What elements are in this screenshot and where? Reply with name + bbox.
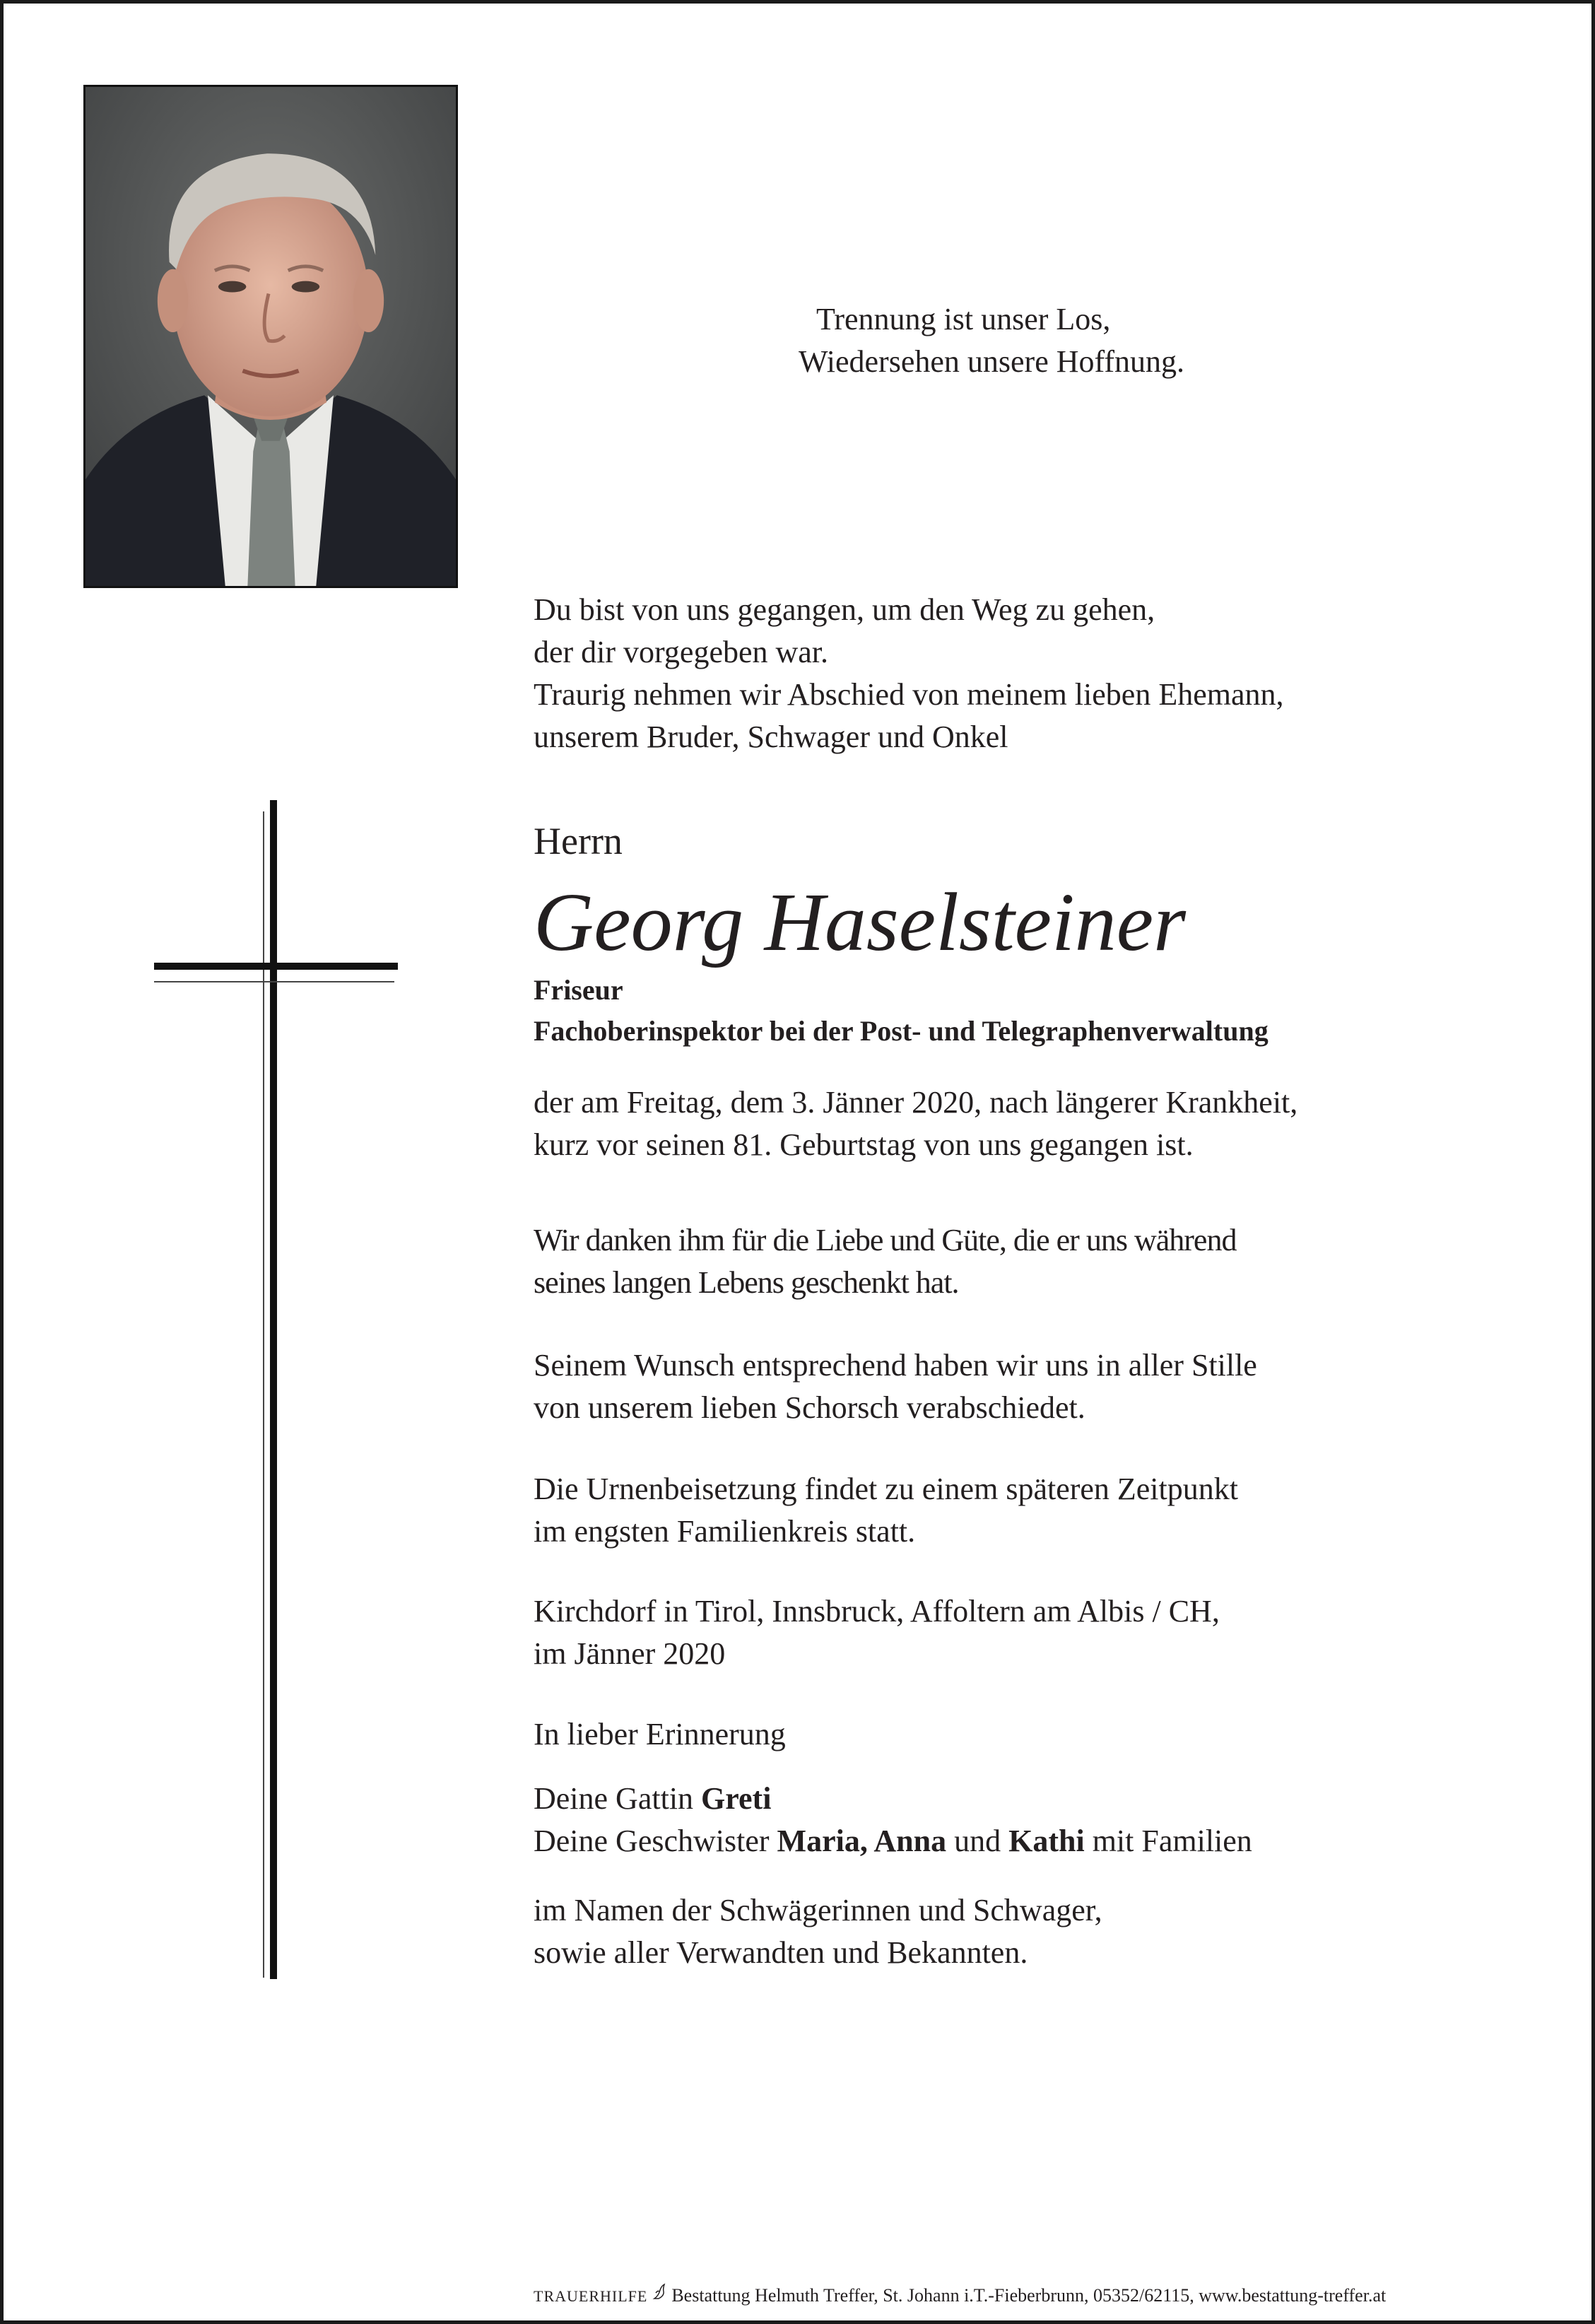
urn-line-2: im engsten Familienkreis statt. [534, 1514, 916, 1549]
cross-vertical-shadow-line [263, 811, 264, 1978]
thanks-line-2: seines langen Lebens geschenkt hat. [534, 1265, 959, 1300]
cross-vertical-bar [270, 800, 277, 1979]
wish-line-2: von unserem lieben Schorsch verabschiedet. [534, 1390, 1085, 1425]
date-line: im Jänner 2020 [534, 1636, 726, 1671]
thanks-paragraph [534, 1219, 1523, 1304]
deceased-titles [534, 970, 1523, 1052]
urn-line-1: Die Urnenbeisetzung findet zu einem späteren Zeitpunkt [534, 1472, 1238, 1506]
wife-line [534, 1778, 1523, 1820]
cross-horizontal-shadow-line [154, 981, 394, 982]
footer-brand: TRAUERHILFE [534, 2287, 648, 2305]
intro-text [534, 589, 1523, 758]
motto-line-1: Trennung ist unser Los, [816, 302, 1111, 336]
footer [534, 2283, 1565, 2308]
portrait-photo [83, 85, 458, 588]
footer-text: Bestattung Helmuth Treffer, St. Johann i.T.-Fieberbrunn, 05352/62115, www.bestattung-treffer.at [671, 2285, 1387, 2306]
relatives-paragraph [534, 1889, 1523, 1974]
and-word: und [954, 1824, 1001, 1858]
cross-horizontal-bar [154, 963, 398, 970]
intro-line-1: Du bist von uns gegangen, um den Weg zu gehen, [534, 592, 1155, 627]
title-position: Fachoberinspektor bei der Post- und Telegraphenverwaltung [534, 1015, 1269, 1047]
dove-icon [652, 2283, 667, 2308]
wife-prefix: Deine Gattin [534, 1781, 694, 1816]
sibling-name-kathi: Kathi [1008, 1824, 1085, 1858]
relatives-line-1: im Namen der Schwägerinnen und Schwager, [534, 1893, 1102, 1927]
death-notice-paragraph [534, 1081, 1523, 1166]
thanks-line-1: Wir danken ihm für die Liebe und Güte, die er uns während [534, 1223, 1237, 1257]
place-line: Kirchdorf in Tirol, Innsbruck, Affoltern am Albis / CH, [534, 1594, 1220, 1628]
sibling-names: Maria, Anna [777, 1824, 947, 1858]
death-line-2: kurz vor seinen 81. Geburtstag von uns gegangen ist. [534, 1127, 1194, 1162]
intro-line-2: der dir vorgegeben war. [534, 635, 829, 669]
memory-line: In lieber Erinnerung [534, 1717, 786, 1751]
death-line-1: der am Freitag, dem 3. Jänner 2020, nach längerer Krankheit, [534, 1085, 1298, 1120]
relatives-line-2: sowie aller Verwandten und Bekannten. [534, 1935, 1028, 1970]
intro-line-4: unserem Bruder, Schwager und Onkel [534, 720, 1008, 754]
salutation: Herrn [534, 820, 623, 862]
title-occupation: Friseur [534, 974, 623, 1006]
motto [799, 298, 1184, 383]
wish-paragraph [534, 1344, 1523, 1429]
siblings-line [534, 1820, 1523, 1862]
siblings-suffix: mit Familien [1092, 1824, 1252, 1858]
deceased-name: Georg Haselsteiner [534, 876, 1187, 968]
siblings-prefix: Deine Geschwister [534, 1824, 770, 1858]
urn-paragraph [534, 1468, 1523, 1553]
mourners-list [534, 1778, 1523, 1862]
wish-line-1: Seinem Wunsch entsprechend haben wir uns in aller Stille [534, 1348, 1257, 1383]
motto-line-2: Wiedersehen unsere Hoffnung. [799, 344, 1185, 379]
place-date-paragraph [534, 1590, 1523, 1675]
intro-line-3: Traurig nehmen wir Abschied von meinem lieben Ehemann, [534, 677, 1284, 712]
wife-name: Greti [701, 1781, 772, 1816]
